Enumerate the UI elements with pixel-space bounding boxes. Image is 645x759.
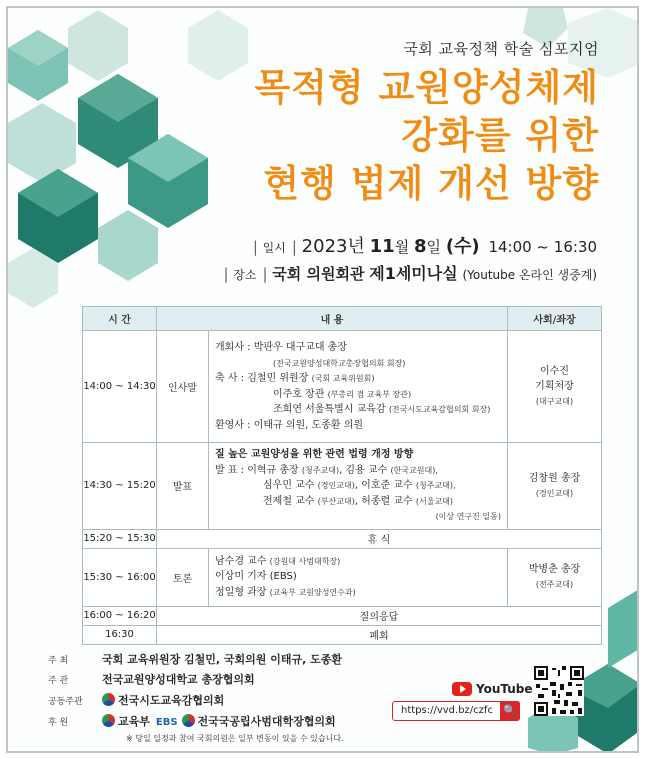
table-row: 16:00 ~ 16:20 질의응답 bbox=[83, 606, 602, 625]
date-year: 2023년 bbox=[301, 236, 365, 257]
title-line-2: 강화를 위한 bbox=[401, 114, 599, 157]
emblem-icon bbox=[102, 693, 115, 706]
place-label: 장소 bbox=[233, 268, 257, 282]
header-content: 내 용 bbox=[157, 307, 508, 331]
table-row: 16:30 폐회 bbox=[83, 625, 602, 644]
date-month: 11 bbox=[369, 236, 395, 257]
qr-code[interactable] bbox=[534, 666, 584, 716]
host-line: 주 최 국회 교육위원장 김철민, 국회의원 이태규, 도종환 bbox=[48, 653, 343, 666]
youtube-play-icon bbox=[452, 682, 472, 696]
online-note: (Youtube 온라인 생중계) bbox=[462, 268, 597, 282]
search-icon: 🔍 bbox=[500, 701, 520, 721]
date-day: 8 bbox=[414, 236, 427, 257]
place-room: 제1세미나실 bbox=[369, 264, 458, 283]
table-row: 15:30 ~ 16:00 토론 남수경 교수 (강원대 사범대학장) 이상미 기자 (EBS) 정일형 과장 (교육부 교원양성연수과) 박병춘 총장 (전주교대) bbox=[83, 548, 602, 606]
event-place: | 장소 | 국회 의원회관 제1세미나실 (Youtube 온라인 생중계) bbox=[223, 264, 597, 283]
header-chair: 사회/좌장 bbox=[508, 307, 602, 331]
ebs-mark-icon bbox=[182, 714, 195, 727]
title-line-1: 목적형 교원양성체제 bbox=[254, 66, 599, 109]
stream-url-link[interactable]: https://vvd.bz/czfc 🔍 bbox=[392, 701, 520, 721]
organizer-line: 주 관 전국교원양성대학교 총장협의회 bbox=[48, 673, 255, 686]
co-organizer-line: 공동주관 전국시도교육감협의회 bbox=[48, 694, 225, 707]
sponsor-line: 후 원 교육부 EBS 전국국공립사범대학장협의회 bbox=[48, 715, 336, 728]
title-line-3: 현행 법제 개선 방향 bbox=[263, 162, 599, 205]
table-row: 14:00 ~ 14:30 인사말 개회사 : 박판우 대구교대 총장 (전국교원양성대학교총장협의회 회장) 축 사 : 김철민 위원장 (국회 교육위원회) 이주호 장관 (부총리 겸 교육부 장관) 조희연 서울특별시 교육감 (전국시도교육감협의회 회장) 환영사 : 이태규 의원, 도종환 의원 이수진 기획처장 (대구교대) bbox=[83, 331, 602, 443]
date-weekday: (수) bbox=[445, 236, 480, 257]
date-label: 일시 bbox=[262, 241, 286, 255]
disclaimer: ※ 당일 일정과 참여 국회의원은 일부 변동이 있을 수 있습니다. bbox=[126, 734, 344, 743]
ebs-logo: EBS bbox=[155, 717, 178, 728]
presentation-topic: 질 높은 교원양성을 위한 관련 법령 개정 방향 bbox=[215, 449, 414, 460]
table-row: 15:20 ~ 15:30 휴 식 bbox=[83, 529, 602, 548]
event-time: 14:00 ~ 16:30 bbox=[488, 238, 597, 256]
youtube-logo: YouTube bbox=[452, 682, 533, 696]
poster bbox=[6, 6, 639, 753]
table-header-row bbox=[83, 307, 602, 331]
event-date: | 일시 | 2023년 11월 8일 (수) 14:00 ~ 16:30 bbox=[252, 236, 597, 257]
place-building: 국회 의원회관 bbox=[272, 265, 365, 283]
moe-logo-icon bbox=[102, 714, 115, 727]
event-subtitle: 국회 교육정책 학술 심포지엄 bbox=[403, 40, 599, 58]
schedule-table bbox=[82, 306, 602, 645]
header-time: 시 간 bbox=[83, 307, 157, 331]
table-row: 14:30 ~ 15:20 발표 질 높은 교원양성을 위한 관련 법령 개정 방향 발 표 : 이혁규 총장 (청주교대), 김용 교수 (한국교원대), 심우민 교수 (경인교대), 이호준 교수 (청주교대), 전제철 교수 (부산교대), 허종렬 교수 (서울교대) (이상 연구진 일동) 김창원 총장 (경인교대) bbox=[83, 443, 602, 530]
